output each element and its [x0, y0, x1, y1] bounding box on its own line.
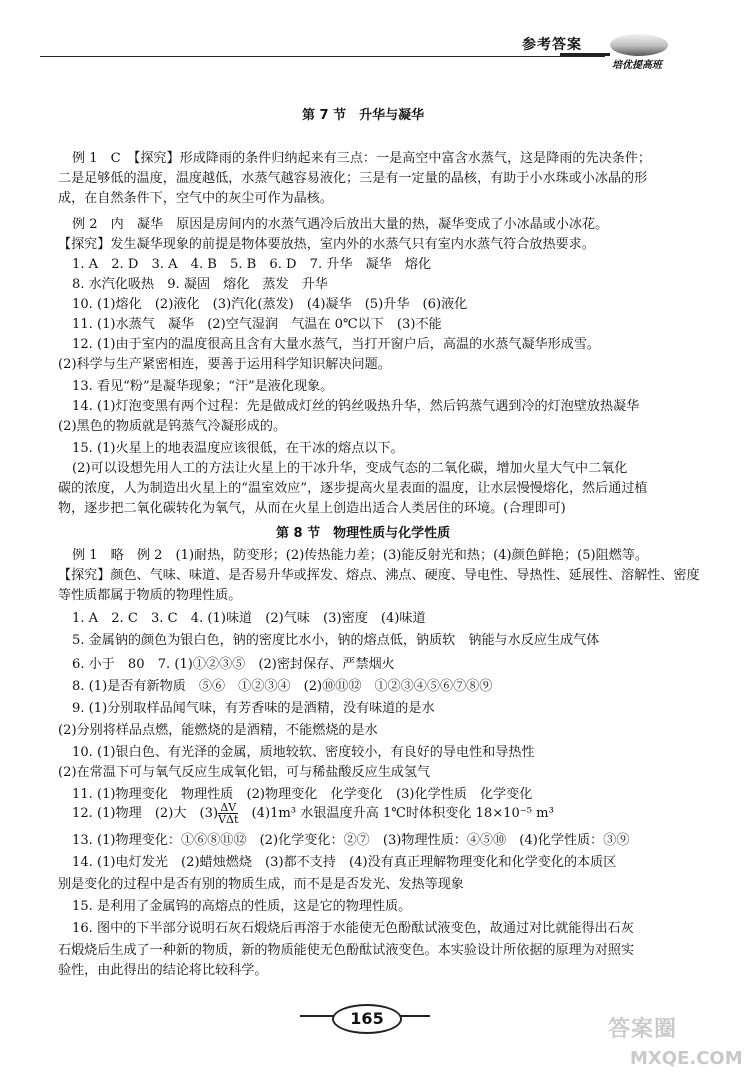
fraction-numerator: ΔV [218, 802, 238, 814]
answer-line: 二是足够低的温度，温度越低，水蒸气越容易液化；三是有一定量的晶核，有助于小水珠或小冰晶的形 [58, 171, 648, 186]
answer-line: 别是变化的过程中是否有别的物质生成，而不是是否发光、发热等现象 [58, 877, 464, 892]
header-rule [40, 56, 605, 57]
header-rule-thick [560, 53, 610, 56]
answer-line: 1. A 2. D 3. A 4. B 5. B 6. D 7. 升华 凝华 熔化 [72, 257, 432, 272]
answer-12-part1: 12. (1)物理 (2)大 (3) [72, 806, 219, 821]
header-title: 参考答案 [522, 37, 582, 53]
answer-line: 15. (1)火星上的地表温度应该很低，在干冰的熔点以下。 [72, 441, 404, 456]
answer-line: 8. 水汽化吸热 9. 凝固 熔化 蒸发 升华 [72, 277, 328, 292]
answer-line: (2)可以设想先用人工的方法让火星上的干冰升华，变成气态的二氧化碳，增加火星大气中二氧化 [72, 461, 628, 476]
answer-line: 石煅烧后生成了一种新的物质，新的物质能使无色酚酞试液变色。本实验设计所依据的原理为对照实 [58, 943, 635, 958]
answer-line: 6. 小于 80 7. (1)①②③⑤ (2)密封保存、严禁烟火 [72, 657, 395, 672]
answer-line: 例 2 内 凝华 原因是房间内的水蒸气遇冷后放出大量的热，凝华变成了小冰晶或小冰花。 [72, 217, 609, 232]
answer-line: 8. (1)是否有新物质 ⑤⑥ ①②③④ (2)⑩⑪⑫ ①②③④⑤⑥⑦⑧⑨ [72, 679, 493, 694]
answer-line: (2)科学与生产紧密相连，要善于运用科学知识解决问题。 [58, 357, 391, 372]
page-number: 165 [332, 1004, 402, 1034]
answer-line: 11. (1)物理变化 物理性质 (2)物理变化 化学变化 (3)化学性质 化学变化 [72, 787, 533, 802]
answer-line: 等性质都属于物质的物理性质。 [58, 588, 242, 603]
answer-line: 13. (1)物理变化：①⑥⑧⑪⑫ (2)化学变化：②⑦ (3)物理性质：④⑤⑩ (4)化学性质：③⑨ [72, 833, 630, 848]
answer-line: 13. 看见“粉”是凝华现象；“汗”是液化现象。 [72, 379, 334, 394]
answer-line: 【探究】颜色、气味、味道、是否易升华或挥发、熔点、沸点、硬度、导电性、导热性、延展性、溶解性、密度 [58, 568, 700, 583]
answer-line: 14. (1)灯泡变黑有两个过程：先是做成灯丝的钨丝吸热升华，然后钨蒸气遇到冷的灯泡壁放热凝华 [72, 399, 640, 414]
answer-line: 16. 图中的下半部分说明石灰石煅烧后再溶于水能使无色酚酞试液变色，故通过对比就能得出石灰 [72, 921, 634, 936]
answer-line: 验性，由此得出的结论将比较科学。 [58, 963, 268, 978]
answer-line: (2)黑色的物质就是钨蒸气冷凝形成的。 [58, 419, 287, 434]
fraction-denominator: VΔt [218, 813, 239, 826]
section7-title: 第 7 节 升华与凝华 [302, 108, 425, 123]
answer-line: (2)在常温下可与氧气反应生成氧化铝，可与稀盐酸反应生成氢气 [58, 765, 431, 780]
watermark-logo: 答案圈 [608, 1017, 678, 1042]
answer-line: 10. (1)熔化 (2)液化 (3)汽化(蒸发) (4)凝华 (5)升华 (6)液化 [72, 297, 468, 312]
answer-line: 15. 是利用了金属钨的高熔点的性质，这是它的物理性质。 [72, 899, 412, 914]
answer-line: 物，逐步把二氧化碳转化为氧气，从而在火星上创造出适合人类居住的环境。(合理即可) [58, 501, 566, 516]
answer-line: 例 1 C 【探究】形成降雨的条件归纳起来有三点：一是高空中富含水蒸气，这是降雨的先决条件； [72, 151, 651, 166]
logo-text: 培优提高班 [612, 60, 662, 71]
answer-line: 9. (1)分别取样品闻气味，有芳香味的是酒精，没有味道的是水 [72, 701, 435, 716]
answer-line: 成，在自然条件下，空气中的灰尘可作为晶核。 [58, 191, 333, 206]
answer-line: 例 1 略 例 2 (1)耐热，防变形；(2)传热能力差；(3)能反射光和热；(4)颜色鲜艳；(5)阻燃等。 [72, 548, 649, 563]
fraction [218, 802, 238, 825]
answer-line-12 [72, 802, 554, 825]
watermark-url: MXQE.COM [630, 1048, 743, 1069]
answer-line: (2)分别将样品点燃，能燃烧的是酒精，不能燃烧的是水 [58, 723, 378, 738]
answer-line: 【探究】发生凝华现象的前提是物体要放热，室内外的水蒸气只有室内水蒸气符合放热要求。 [58, 237, 595, 252]
section8-title: 第 8 节 物理性质与化学性质 [276, 526, 451, 541]
answer-line: 14. (1)电灯发光 (2)蜡烛燃烧 (3)都不支持 (4)没有真正理解物理变化和化学变化的本质区 [72, 855, 617, 870]
answer-line: 10. (1)银白色、有光泽的金属，质地较软、密度较小，有良好的导电性和导热性 [72, 745, 535, 760]
answer-line: 11. (1)水蒸气 凝华 (2)空气湿润 气温在 0℃以下 (3)不能 [72, 317, 442, 332]
answer-line: 碳的浓度，人为制造出火星上的“温室效应”，逐步提高火星表面的温度，让水层慢慢熔化，然后通过植 [58, 481, 648, 496]
logo-emblem-icon [610, 34, 668, 56]
brand-logo [606, 34, 680, 71]
answer-line: 12. (1)由于室内的温度很高且含有大量水蒸气，当打开窗户后，高温的水蒸气凝华形成雪。 [72, 337, 600, 352]
answer-line: 1. A 2. C 3. C 4. (1)味道 (2)气味 (3)密度 (4)味道 [72, 611, 426, 626]
answer-line: 5. 金属钠的颜色为银白色，钠的密度比水小，钠的熔点低，钠质软 钠能与水反应生成气体 [72, 633, 600, 648]
answer-12-part2: (4)1m³ 水银温度升高 1℃时体积变化 18×10⁻⁵ m³ [238, 806, 554, 821]
